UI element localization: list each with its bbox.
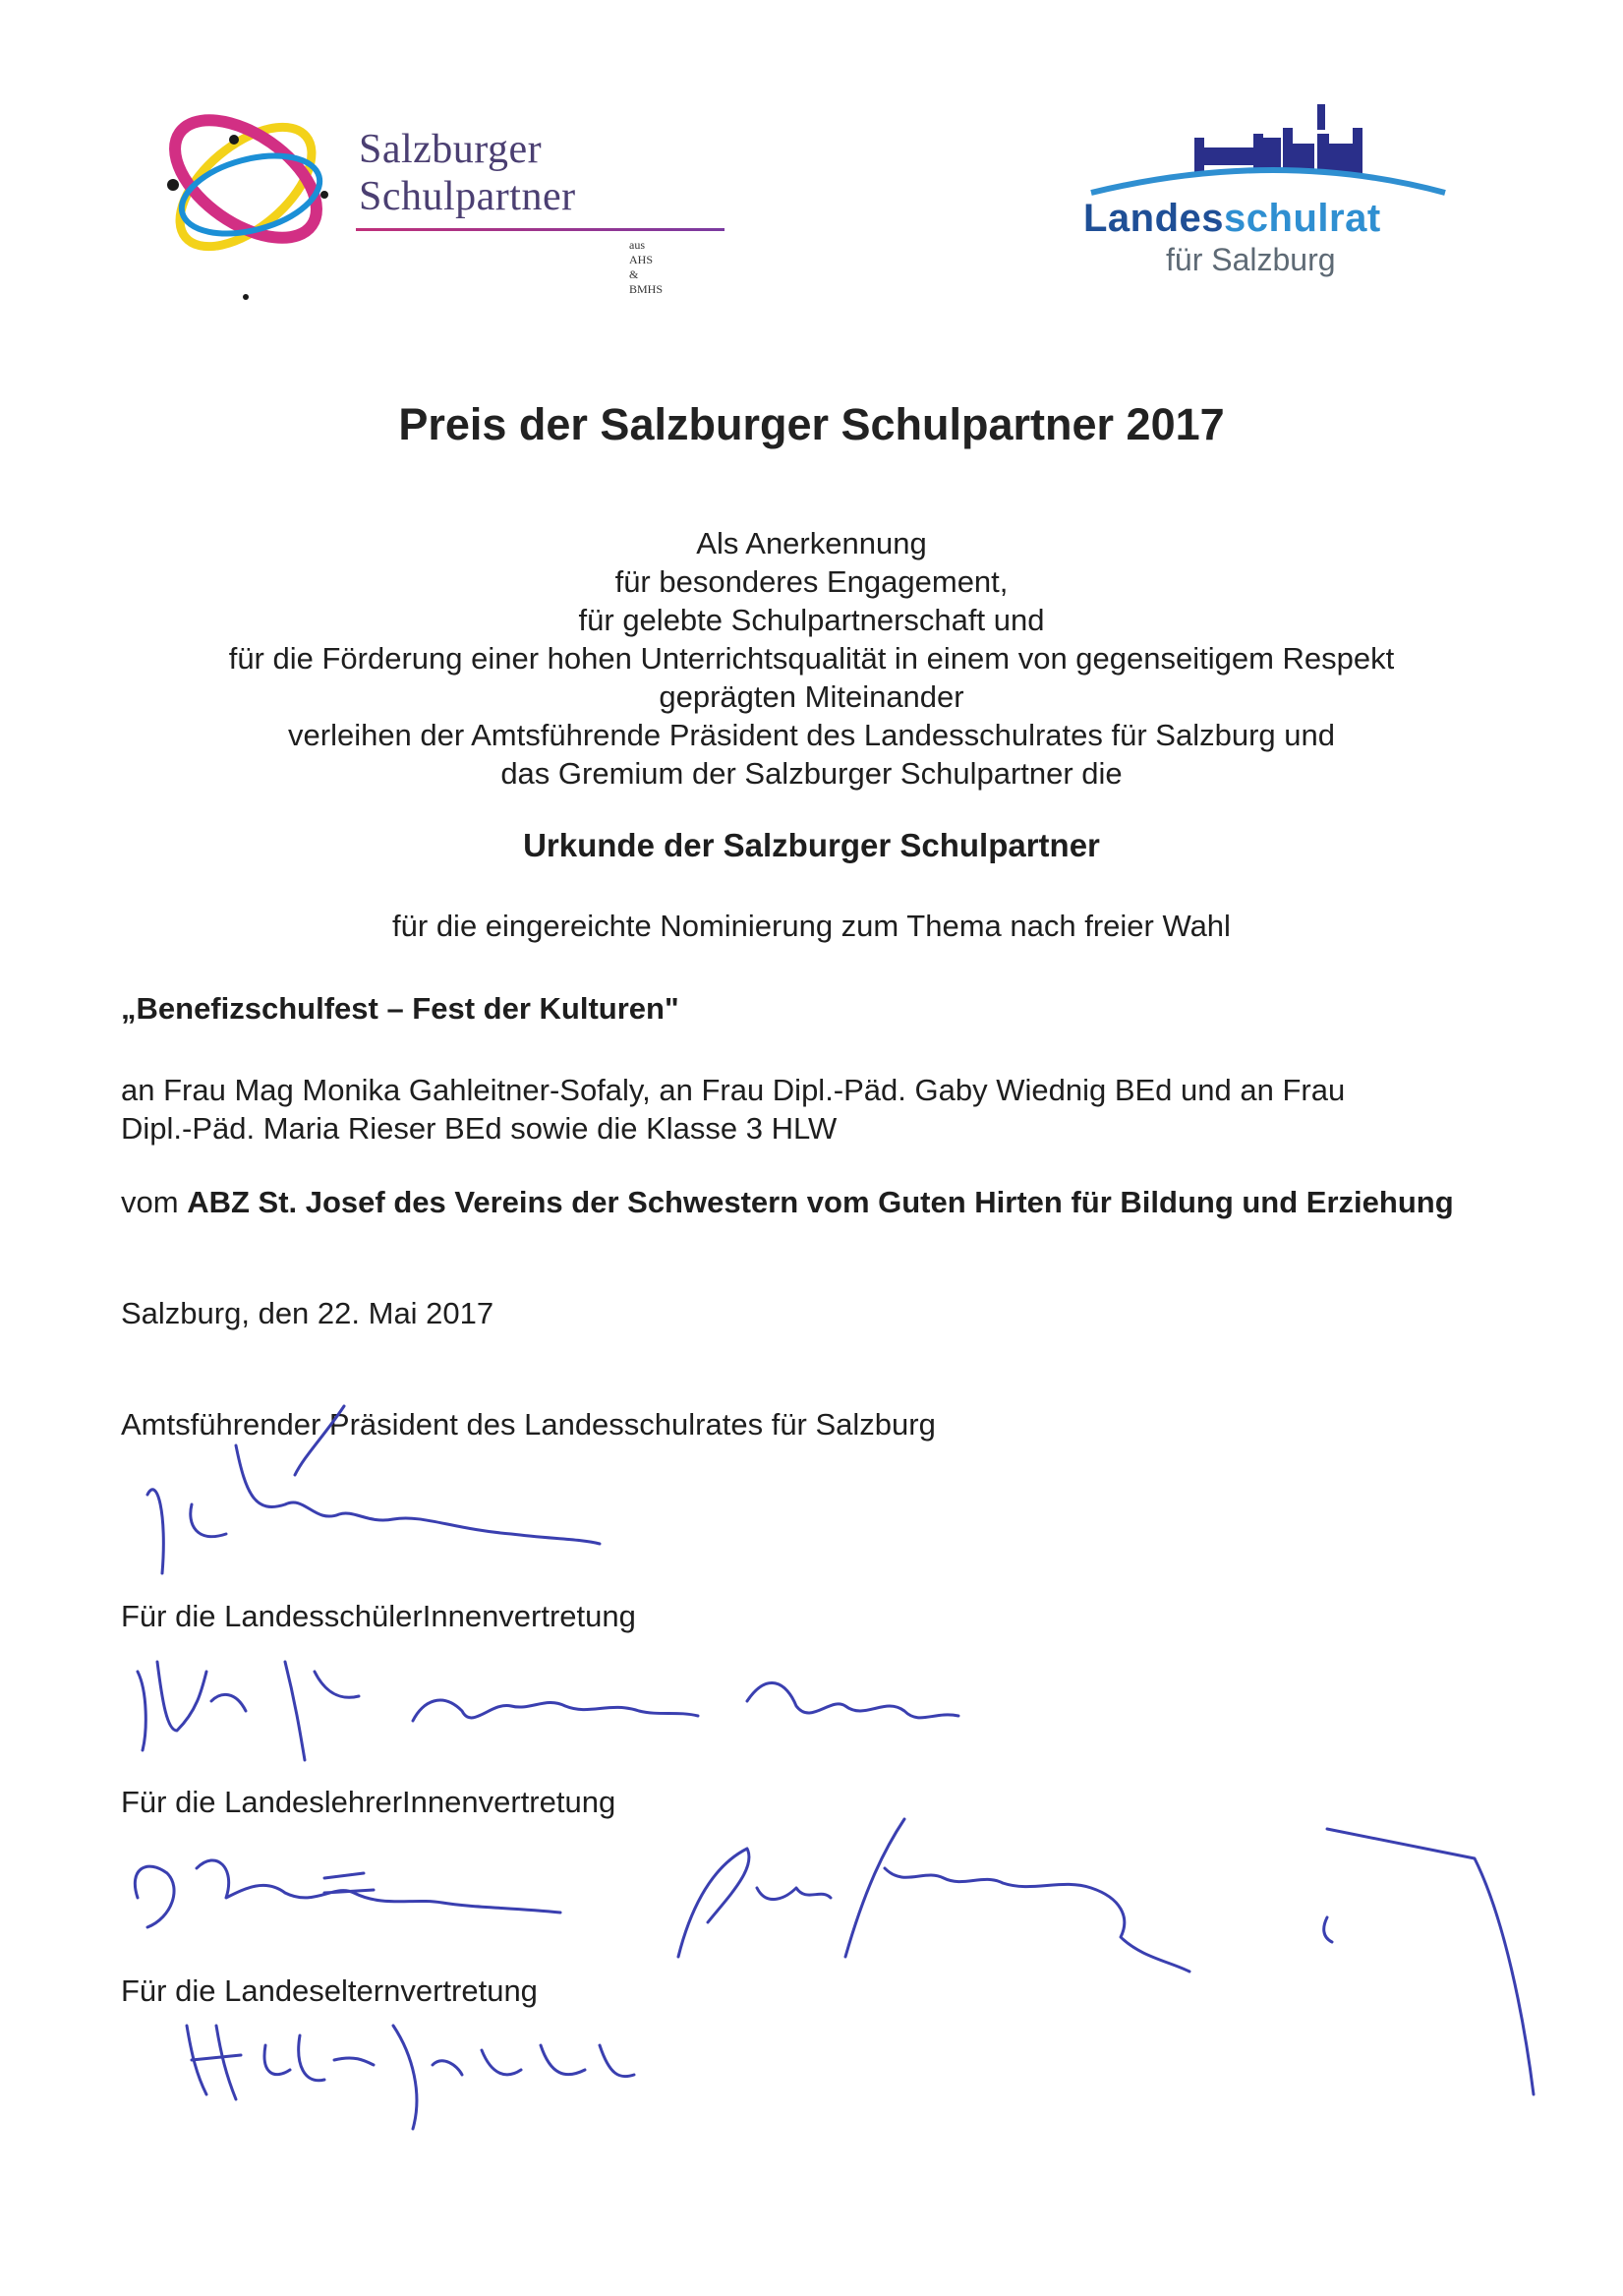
signature-student-3-icon <box>747 1682 958 1717</box>
landesschulrat-logo <box>1081 98 1475 295</box>
logo-subline: für Salzburg <box>1166 242 1336 277</box>
building-skyline-icon <box>1081 98 1475 197</box>
award-name: Urkunde der Salzburger Schulpartner <box>523 827 1100 863</box>
page-title: Preis der Salzburger Schulpartner 2017 <box>398 399 1225 449</box>
logo-line-2: Schulpartner <box>359 174 576 219</box>
signature-label-president: Amtsführender Präsident des Landesschulrates für Salzburg <box>121 1407 936 1442</box>
intro-line: das Gremium der Salzburger Schulpartner die <box>500 756 1123 791</box>
signature-teacher-1-icon <box>135 1860 560 1927</box>
intro-text <box>0 524 1623 793</box>
project-title: „Benefizschulfest – Fest der Kulturen" <box>121 991 679 1026</box>
logo-subline: aus AHS & BMHS <box>629 238 664 296</box>
intro-line: für besonderes Engagement, <box>614 564 1009 599</box>
school-name: ABZ St. Josef des Vereins der Schwestern vom Guten Hirten für Bildung und Erziehung <box>187 1185 1454 1219</box>
salzburger-schulpartner-logo <box>138 69 664 305</box>
signature-teacher-3-icon <box>1324 1829 1534 2094</box>
signature-student-2-icon <box>413 1700 698 1721</box>
signature-teacher-2-icon <box>678 1819 1189 1972</box>
intro-line: verleihen der Amtsführende Präsident des Landesschulrates für Salzburg und <box>288 718 1335 752</box>
school-text <box>121 1183 1497 1221</box>
signature-parent-icon <box>187 2026 634 2129</box>
signature-student-1-icon <box>138 1662 359 1760</box>
signature-label-parents: Für die Landeselternvertretung <box>121 1973 538 2008</box>
logo-line-1: Salzburger <box>359 127 543 172</box>
school-prefix: vom <box>121 1185 179 1219</box>
logo-underline <box>356 228 725 231</box>
signature-label-teachers: Für die LandeslehrerInnenvertretung <box>121 1785 616 1819</box>
intro-line: geprägten Miteinander <box>659 679 964 714</box>
place-date: Salzburg, den 22. Mai 2017 <box>121 1296 494 1330</box>
intro-line: für gelebte Schulpartnerschaft und <box>578 603 1045 637</box>
intro-line: für die Förderung einer hohen Unterrichtsqualität in einem von gegenseitigem Respekt <box>228 641 1395 676</box>
logo-name-part1: Landes <box>1083 197 1225 240</box>
signature-label-students: Für die LandesschülerInnenvertretung <box>121 1599 636 1633</box>
nomination-line: für die eingereichte Nominierung zum Thema nach freier Wahl <box>392 909 1231 943</box>
logo-name <box>1083 197 1381 241</box>
intro-line: Als Anerkennung <box>696 526 927 560</box>
logo-name-part2: schulrat <box>1224 197 1381 240</box>
recipients-text: an Frau Mag Monika Gahleitner-Sofaly, an Frau Dipl.-Päd. Gaby Wiednig BEd und an Frau Dipl.-Päd. Maria Rieser BEd sowie die Klasse 3 HLW <box>121 1073 1346 1146</box>
